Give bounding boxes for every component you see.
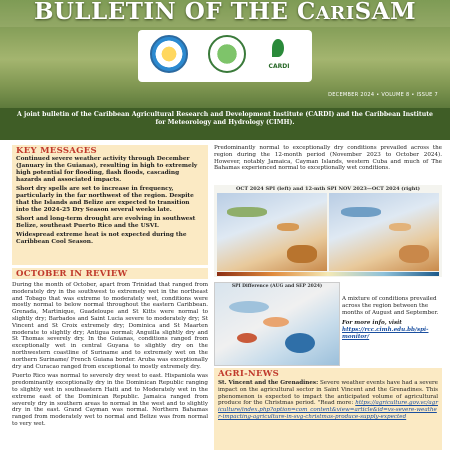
map-landmass bbox=[399, 245, 429, 263]
cimh-logo-icon bbox=[150, 35, 188, 73]
agri-news-heading: AGRI-NEWS bbox=[218, 369, 280, 379]
partner-logos bbox=[138, 30, 312, 82]
cardi-logo-label: CARDI bbox=[268, 63, 290, 70]
key-message-item: Short and long-term drought are evolving in southwest Belize, southeast Puerto Rico and the USVI. bbox=[16, 216, 196, 229]
spi-difference-map bbox=[214, 282, 340, 366]
bulletin-title bbox=[0, 0, 450, 25]
more-info bbox=[342, 320, 442, 340]
spi-12month-map bbox=[329, 193, 439, 271]
read-more-label: Read more: bbox=[320, 400, 356, 407]
title-small-caps: ARI bbox=[315, 3, 355, 24]
agri-news-body: Severe weather events have had a severe impact on the agricultural sector in Saint Vincent and the Grenadines. This phenomenon is expected to impact the anticipated volume of agricultural produce for the Christmas period. " bbox=[218, 380, 438, 407]
cardi-logo-icon bbox=[266, 35, 292, 69]
more-info-lead: For more info, visit bbox=[342, 320, 402, 327]
subheading-text: A joint bulletin of the Caribbean Agricultural Research and Development Institute (CARDI) and the Caribbean Institute for Meteorology and Hydrology (CIMH). bbox=[17, 111, 433, 126]
cardi-leaf-icon bbox=[272, 39, 284, 57]
mixture-text: A mixture of conditions prevailed across the region between the months of August and September. bbox=[342, 296, 439, 316]
wmo-logo-icon bbox=[208, 35, 246, 73]
map-landmass bbox=[287, 245, 317, 263]
map-landmass bbox=[229, 301, 269, 313]
right-intro bbox=[214, 145, 442, 172]
agri-news-link[interactable]: https://agriculture.gov.vc/agriculture/index.php?option=com_content&view=article&id=vs-severe-weather-impacting-agriculture-in-svg-christmas-produce-supply-expected bbox=[218, 400, 438, 420]
key-messages-box bbox=[12, 145, 208, 265]
spi-monitor-link[interactable]: https://rcc.cimh.edu.bb/spi-monitor/ bbox=[342, 327, 429, 340]
map-landmass bbox=[277, 223, 299, 231]
spi-maps-figure bbox=[214, 185, 442, 277]
october-review-heading: OCTOBER IN REVIEW bbox=[16, 269, 128, 279]
map-landmass bbox=[389, 223, 411, 231]
october-review-body bbox=[12, 282, 208, 431]
agri-news-box bbox=[214, 368, 442, 450]
map-landmass bbox=[237, 333, 257, 343]
right-intro-text: Predominantly normal to exceptionally dry conditions prevailed across the region during the 12-month period (November 2023 to October 2024). However, notably Jamaica, Cayman Islands, western Cuba and much of The Bahamas experienced normal to exceptionally wet conditions. bbox=[214, 145, 442, 172]
key-message-item: Short dry spells are set to increase in frequency, particularly in the far northwest of the region. Despite that the Islands and Belize are expected to transition into the 2024-25 Dry Season several weeks late. bbox=[16, 186, 194, 213]
map-landmass bbox=[263, 317, 289, 327]
october-review-heading-box bbox=[12, 268, 208, 279]
agri-news-text bbox=[214, 380, 442, 421]
header-banner bbox=[0, 0, 450, 108]
spi-legend-bar bbox=[217, 272, 439, 276]
map-landmass bbox=[341, 207, 381, 217]
map-landmass bbox=[285, 333, 315, 353]
review-paragraph: Puerto Rico was normal to severely dry west to east. Hispaniola was predominantly exceptionally dry in the Dominican Republic ranging to slightly wet in southeastern Haiti and to Moderately wet in the extreme east of the Dominican Republic. Jamaica ranged from severely dry in southern areas to normal in the west and to slightly dry in the east. Grand Cayman was normal. Northern Bahamas ranged from moderately wet to normal and Belize was from normal to very wet. bbox=[12, 373, 208, 427]
map-landmass bbox=[227, 207, 267, 217]
title-main: BULLETIN OF THE C bbox=[33, 0, 316, 25]
issue-info: DECEMBER 2024 • VOLUME 8 • ISSUE 7 bbox=[328, 92, 438, 98]
title-end: SAM bbox=[354, 0, 417, 25]
key-message-item: Continued severe weather activity through December (January in the Guianas), resulting in high to extremely high potential for flooding, flash floods, cascading hazards and associated impacts. bbox=[16, 156, 198, 183]
spi-maps-caption: OCT 2024 SPI (left) and 12-mth SPI NOV 2023—OCT 2024 (right) bbox=[235, 186, 421, 192]
spi-difference-caption: SPI Difference (AUG and SEP 2024) bbox=[231, 284, 323, 289]
key-message-item: Widespread extreme heat is not expected during the Caribbean Cool Season. bbox=[16, 232, 187, 245]
agri-news-lead: St. Vincent and the Grenadines: bbox=[218, 380, 319, 386]
review-paragraph: During the month of October, apart from Trinidad that ranged from moderately dry in the southwest to extremely wet in the northeast and Tobago that was extreme to moderately wet, conditions were mostly normal to below normal throughout the eastern Caribbean. Grenada, Martinique, Guadeloupe and St Kitts were normal to slightly dry; Barbados and Saint Lucia severe to moderately dry; St Vincent and St Croix extremely dry; Dominica and St Maarten moderate to slightly dry; Antigua normal; Anguilla slightly dry and St Thomas severely dry. In the Guianas, conditions ranged from exceptionally wet in central Guyana to slightly dry on the northwestern coastline of Suriname and to extremely wet on the northern Suriname/ French Guiana border. Aruba was exceptionally dry and Curacao ranged from exceptional to mostly extremely dry. bbox=[12, 282, 208, 370]
subheading-bar bbox=[0, 108, 450, 140]
spi-oct-map bbox=[217, 193, 327, 271]
mixture-text-block bbox=[342, 296, 442, 345]
key-messages-heading: KEY MESSAGES bbox=[16, 146, 97, 156]
